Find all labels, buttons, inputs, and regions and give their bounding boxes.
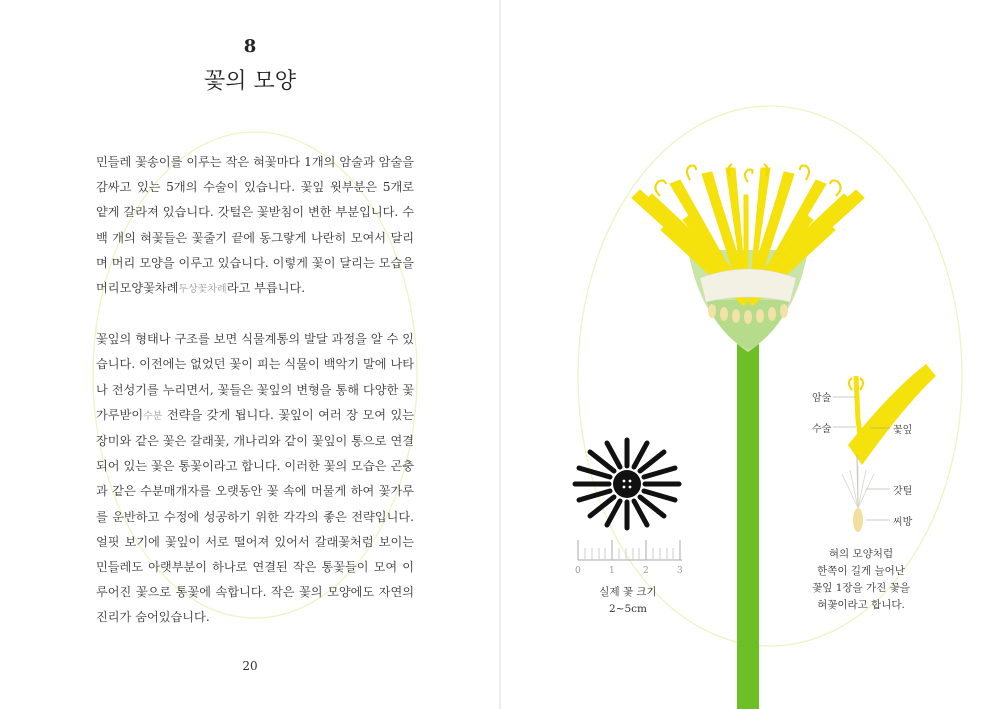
receptacle-core [706, 300, 790, 350]
paragraph-2-text-a: 꽃잎의 형태나 구조를 보면 식물계통의 발달 과정을 알 수 있습니다. 이전에는 없었던 꽃이 피는 식물이 백악기 말에 나타나 전성기를 누리면서, 꽃들은 꽃잎의 변형을 통해 다양한 꽃가루받이 [96, 332, 414, 422]
chapter-title: 꽃의 모양 [203, 69, 296, 94]
flower-stem [737, 342, 759, 709]
label-petal: 꽃잎 [893, 425, 913, 436]
paragraph-1-text-b: 라고 부릅니다. [226, 281, 306, 296]
page-number: 20 [242, 659, 258, 673]
scale-caption-line-2: 2~5cm [609, 603, 647, 615]
label-stamen: 수술 [812, 424, 832, 435]
scale-caption [568, 584, 688, 618]
flower-silhouette-icon [575, 440, 679, 528]
ruler-tick-0: 0 [575, 566, 581, 576]
paragraph-2-text-b: 전략을 갖게 됩니다. 꽃잎이 여러 장 모여 있는 장미와 같은 꽃은 갈래꽃, 개나리와 같이 꽃잎이 통으로 연결되어 있는 꽃은 통꽃이라고 합니다. 이러한 꽃의 모습은 곤충과 같은 수분매개자를 오랫동안 꽃 속에 머물게 하여 꽃가루를 운반하고 수정에 성공하기 위한 각각의 좋은 전략입니다. 얼핏 보기에 꽃잎이 서로 떨어져 있어서 갈래꽃처럼 보이는 민들레도 아랫부분이 하나로 연결된 작은 통꽃들이 모여 이루어진 꽃으로 통꽃에 속합니다. 작은 꽃의 모양에도 자연의 진리가 숨어있습니다. [96, 407, 414, 625]
scale-caption-line-1: 실제 꽃 크기 [599, 586, 657, 598]
label-pistil: 암술 [812, 393, 832, 404]
ruler-tick-2: 2 [643, 566, 649, 576]
paragraph-1-text-a: 민들레 꽃송이를 이루는 작은 혀꽃마다 1개의 암술과 암술을 감싸고 있는 5개의 수술이 있습니다. 꽃잎 윗부분은 5개로 얕게 갈라져 있습니다. 갓털은 꽃받침이 변한 부분입니다. 수백 개의 혀꽃들은 꽃줄기 끝에 동그랗게 나란히 모여서 달리며 머리 모양을 이루고 있습니다. 이렇게 꽃이 달리는 모습을 머리모양꽃차례 [96, 155, 414, 296]
floret-caption [796, 546, 926, 614]
chapter-number: 8 [243, 36, 257, 57]
label-ovary: 씨방 [893, 517, 913, 528]
floret-pappus [842, 466, 874, 508]
ruby-annotation-2: 수분 [143, 410, 163, 422]
floret-diagram [833, 364, 936, 532]
ruler-tick-3: 3 [677, 566, 683, 576]
pappus-band [700, 269, 796, 302]
ruby-annotation-1: 두상꽃차례 [178, 284, 227, 296]
scale-ruler [578, 540, 682, 560]
floret-caption-line-1: 혀의 모양처럼 [828, 548, 894, 560]
floret-caption-line-2: 한쪽이 길게 늘어난 [817, 565, 905, 577]
floret-caption-line-3: 꽃잎 1장을 가진 꽃을 [812, 582, 910, 594]
ruler-tick-1: 1 [609, 566, 615, 576]
floret-caption-line-4: 혀꽃이라고 합니다. [817, 599, 905, 611]
label-pappus: 갓털 [893, 486, 913, 497]
floret-ovary [853, 508, 863, 532]
